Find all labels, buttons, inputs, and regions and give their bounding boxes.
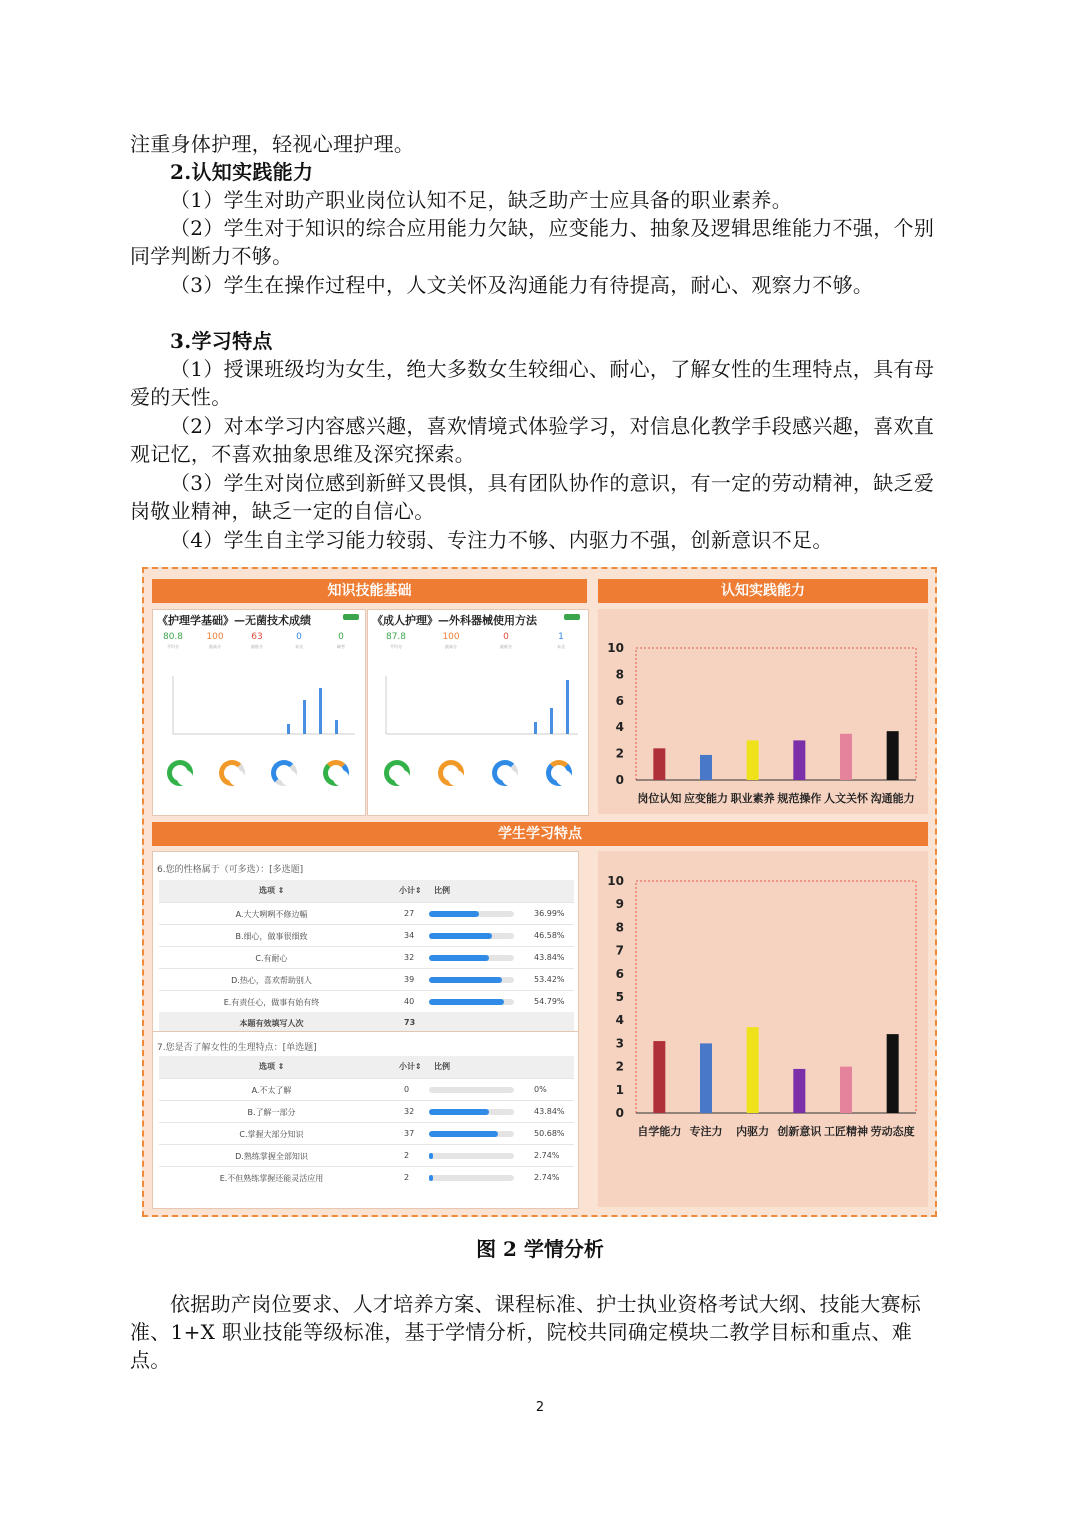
y-tick-label: 10 <box>607 874 624 888</box>
stat: 0 缺考 <box>337 632 345 649</box>
header-knowledge: 知识技能基础 <box>152 579 587 603</box>
learning-bar-chart <box>598 851 928 1207</box>
bar <box>747 1027 759 1113</box>
count: 2 <box>404 1173 410 1182</box>
column-header[interactable]: 小计⇕ <box>399 886 422 895</box>
section-2-heading: 2.认知实践能力 <box>170 160 314 184</box>
percent-bar-fill <box>429 999 504 1005</box>
x-tick-label: 自学能力 <box>637 1125 682 1138</box>
count: 32 <box>404 1107 415 1116</box>
option-label: B.细心，做事很细致 <box>235 932 308 941</box>
option-label: B.了解一部分 <box>247 1108 296 1117</box>
y-tick-label: 6 <box>615 693 624 708</box>
percent-bar-fill <box>429 911 479 917</box>
bar <box>653 748 665 780</box>
percent-text: 2.74% <box>534 1173 560 1182</box>
section-3-item-1: （1）授课班级均为女生，绝大多数女生较细心、耐心，了解女性的生理特点，具有母爱的天性。 <box>130 357 935 409</box>
stat: 80.8 平均分 <box>162 632 184 649</box>
total-count: 73 <box>404 1018 416 1027</box>
bar <box>700 1043 712 1113</box>
percent-bar-fill <box>429 1109 489 1115</box>
table-row <box>159 968 574 991</box>
donut-chart <box>167 760 193 786</box>
survey-question: 6.您的性格属于（可多选）：[多选题] <box>157 865 304 875</box>
section-2-item-3: （3）学生在操作过程中，人文关怀及沟通能力有待提高，耐心、观察力不够。 <box>170 273 874 297</box>
x-tick-label: 人文关怀 <box>824 792 868 805</box>
y-tick-label: 0 <box>615 1106 624 1120</box>
table-header <box>159 880 574 902</box>
stat: 87.8 平均分 <box>385 632 407 649</box>
percent-text: 46.58% <box>534 931 565 940</box>
percent-bar <box>429 933 514 939</box>
survey-rows <box>159 1056 574 1206</box>
percent-text: 43.84% <box>534 1107 565 1116</box>
stat: 100 最高分 <box>206 632 224 649</box>
x-tick-label: 创新意识 <box>777 1125 822 1138</box>
percent-bar <box>429 911 514 917</box>
y-tick-label: 5 <box>615 990 624 1004</box>
count: 37 <box>404 1129 415 1138</box>
x-tick-label: 沟通能力 <box>870 792 915 805</box>
column-header[interactable]: 小计⇕ <box>399 1062 422 1071</box>
column-header[interactable]: 选项 ⇕ <box>259 1062 285 1071</box>
percent-bar-fill <box>429 1153 433 1159</box>
score-panel-2 <box>367 609 589 816</box>
stat: 100 最高分 <box>442 632 460 649</box>
status-tag <box>343 614 359 620</box>
cognition-chart-box <box>598 609 928 814</box>
bar <box>793 740 805 780</box>
learning-analysis-figure <box>142 567 937 1217</box>
page-number: 2 <box>535 1400 545 1415</box>
donut-chart <box>271 760 297 786</box>
total-label: 本题有效填写人次 <box>239 1019 304 1028</box>
survey-table-2 <box>152 1031 579 1209</box>
table-row <box>159 924 574 947</box>
y-tick-label: 8 <box>615 667 624 682</box>
intro-line: 注重身体护理，轻视心理护理。 <box>130 132 415 156</box>
x-tick-label: 规范操作 <box>777 792 822 805</box>
learning-chart-box <box>598 851 928 1207</box>
table-header <box>159 1056 574 1078</box>
y-tick-label: 6 <box>615 966 624 981</box>
percent-text: 36.99% <box>534 909 565 918</box>
table-row <box>159 946 574 969</box>
table-row <box>159 902 574 925</box>
percent-text: 2.74% <box>534 1151 560 1160</box>
score-distribution-mini-chart <box>169 672 359 742</box>
bar <box>747 740 759 780</box>
plot-area <box>636 648 916 780</box>
column-header[interactable]: 比例 <box>434 886 450 895</box>
stat: 63 最低分 <box>251 632 263 649</box>
table-row <box>159 1166 574 1189</box>
section-3-item-4: （4）学生自主学习能力较弱、专注力不够、内驱力不强，创新意识不足。 <box>170 528 833 552</box>
panel-title: 《成人护理》—外科器械使用方法 <box>372 614 537 627</box>
x-tick-label: 专注力 <box>689 1125 723 1138</box>
percent-bar-fill <box>429 955 489 961</box>
bar <box>887 1034 899 1113</box>
bar <box>840 1067 852 1113</box>
percent-text: 54.79% <box>534 997 565 1006</box>
percent-bar <box>429 977 514 983</box>
percent-bar <box>429 1153 514 1159</box>
x-tick-label: 应变能力 <box>684 792 728 805</box>
option-label: E.有责任心，做事有始有终 <box>223 998 320 1007</box>
donut-chart <box>546 760 572 786</box>
section-3-item-2: （2）对本学习内容感兴趣，喜欢情境式体验学习，对信息化教学手段感兴趣，喜欢直观记忆，不喜欢抽象思维及深究探索。 <box>130 414 935 466</box>
table-row <box>159 1078 574 1101</box>
stat: 0 未交 <box>295 632 303 649</box>
y-tick-label: 2 <box>615 1059 624 1074</box>
count: 40 <box>404 997 415 1006</box>
percent-bar <box>429 1175 514 1181</box>
donut-chart <box>323 760 349 786</box>
percent-bar-fill <box>429 1175 433 1181</box>
column-header[interactable]: 比例 <box>434 1062 450 1071</box>
score-panel-1 <box>152 609 366 816</box>
option-label: A.大大咧咧不修边幅 <box>235 910 308 919</box>
stat: 0 最低分 <box>500 632 512 649</box>
option-label: C.有耐心 <box>255 954 288 963</box>
y-tick-label: 3 <box>615 1036 624 1051</box>
column-header[interactable]: 选项 ⇕ <box>259 886 285 895</box>
bar <box>840 734 852 780</box>
cognition-bar-chart <box>598 609 928 814</box>
y-tick-label: 8 <box>615 920 624 935</box>
x-tick-label: 岗位认知 <box>637 792 682 805</box>
bar <box>700 755 712 780</box>
y-tick-label: 10 <box>607 641 624 655</box>
percent-bar <box>429 1131 514 1137</box>
panel-title: 《护理学基础》—无菌技术成绩 <box>157 614 311 627</box>
closing-paragraph: 依据助产岗位要求、人才培养方案、课程标准、护士执业资格考试大纲、技能大赛标准、1+X 职业技能等级标准，基于学情分析，院校共同确定模块二教学目标和重点、难点。 <box>130 1292 922 1372</box>
survey-table-1 <box>152 851 579 1038</box>
x-tick-label: 劳动态度 <box>870 1125 915 1138</box>
table-row <box>159 1100 574 1123</box>
percent-bar <box>429 955 514 961</box>
percent-bar-fill <box>429 1131 498 1137</box>
y-tick-label: 2 <box>615 746 624 761</box>
count: 2 <box>404 1151 410 1160</box>
survey-question: 7.您是否了解女性的生理特点：[单选题] <box>157 1043 317 1053</box>
section-2-item-1: （1）学生对助产职业岗位认知不足，缺乏助产士应具备的职业素养。 <box>170 188 793 212</box>
figure-caption: 图 2 学情分析 <box>476 1237 604 1261</box>
x-tick-label: 工匠精神 <box>824 1125 868 1138</box>
y-tick-label: 0 <box>615 773 624 787</box>
section-3-heading: 3.学习特点 <box>170 329 273 353</box>
percent-bar <box>429 999 514 1005</box>
count: 0 <box>404 1085 410 1094</box>
donut-chart <box>438 760 464 786</box>
x-tick-label: 职业素养 <box>730 792 775 805</box>
donut-chart <box>384 760 410 786</box>
count: 27 <box>404 909 415 918</box>
table-row <box>159 1122 574 1145</box>
count: 32 <box>404 953 415 962</box>
count: 34 <box>404 931 415 940</box>
header-learning: 学生学习特点 <box>152 822 928 846</box>
percent-text: 53.42% <box>534 975 565 984</box>
stat: 1 未交 <box>557 632 565 649</box>
count: 39 <box>404 975 415 984</box>
x-tick-label: 内驱力 <box>736 1125 770 1138</box>
plot-area <box>636 881 916 1113</box>
table-row <box>159 990 574 1013</box>
header-cognition: 认知实践能力 <box>598 579 928 603</box>
y-tick-label: 1 <box>615 1082 624 1097</box>
option-label: D.熟练掌握全部知识 <box>235 1152 308 1161</box>
bar <box>653 1041 665 1113</box>
option-label: C.掌握大部分知识 <box>239 1130 304 1139</box>
percent-text: 43.84% <box>534 953 565 962</box>
y-tick-label: 4 <box>615 720 624 735</box>
percent-text: 0% <box>534 1085 547 1094</box>
y-tick-label: 4 <box>615 1013 624 1028</box>
option-label: A.不太了解 <box>251 1086 292 1095</box>
percent-bar <box>429 1087 514 1093</box>
percent-bar-fill <box>429 977 502 983</box>
status-tag <box>564 614 580 620</box>
percent-bar-fill <box>429 933 492 939</box>
option-label: E.不但熟练掌握还能灵活应用 <box>219 1174 324 1183</box>
section-2-item-2: （2）学生对于知识的综合应用能力欠缺，应变能力、抽象及逻辑思维能力不强，个别同学判断力不够。 <box>130 216 935 268</box>
y-tick-label: 9 <box>615 897 624 912</box>
table-row <box>159 1144 574 1167</box>
option-label: D.热心，喜欢帮助别人 <box>231 976 312 985</box>
donut-chart <box>492 760 518 786</box>
bar <box>887 731 899 780</box>
score-distribution-mini-chart <box>382 672 582 742</box>
percent-bar <box>429 1109 514 1115</box>
donut-chart <box>219 760 245 786</box>
section-3-item-3: （3）学生对岗位感到新鲜又畏惧，具有团队协作的意识，有一定的劳动精神，缺乏爱岗敬业精神，缺乏一定的自信心。 <box>130 471 935 523</box>
survey-rows <box>159 880 574 1035</box>
bar <box>793 1069 805 1113</box>
percent-text: 50.68% <box>534 1129 565 1138</box>
y-tick-label: 7 <box>615 943 624 958</box>
